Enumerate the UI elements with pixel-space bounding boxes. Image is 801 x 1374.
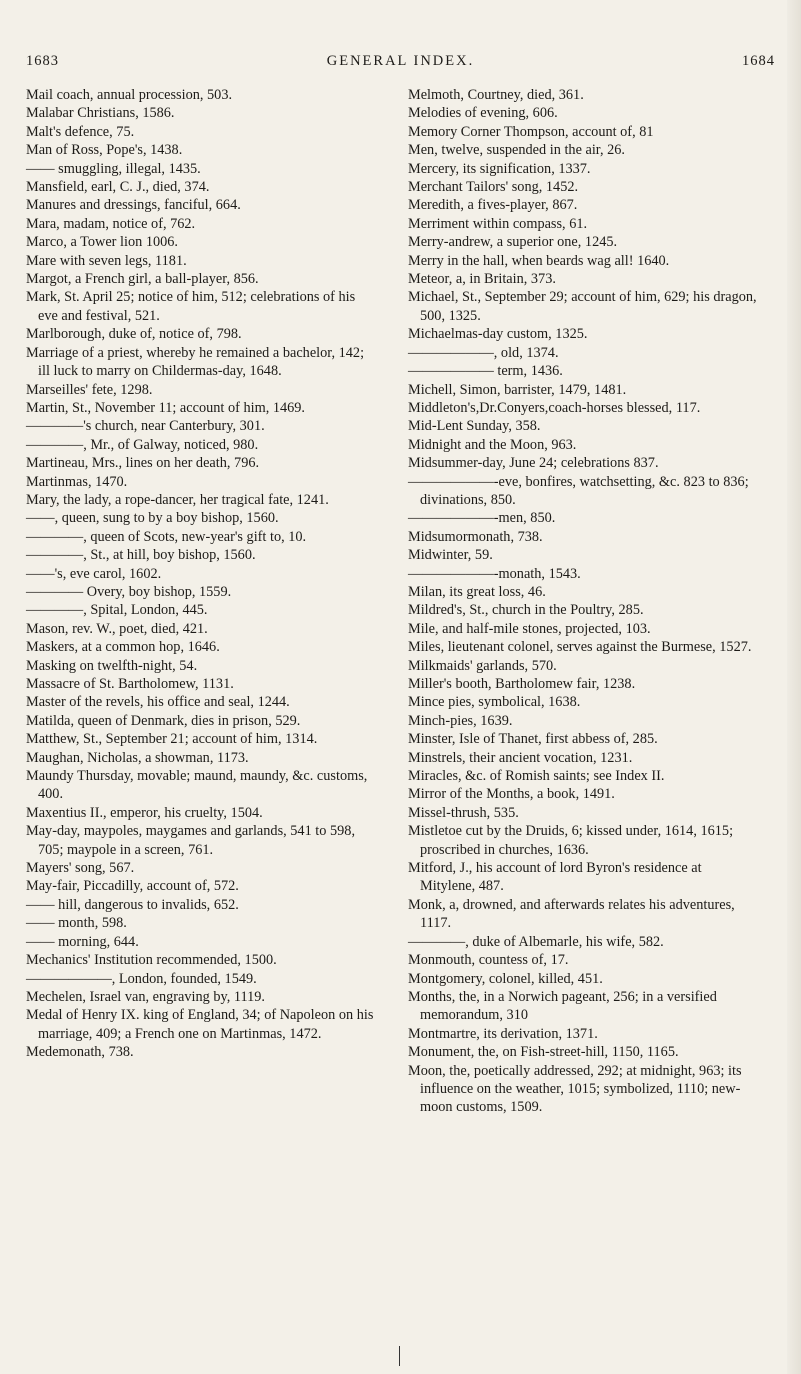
index-entry: —— hill, dangerous to invalids, 652. [26, 896, 239, 913]
index-entry: Mark, St. April 25; notice of him, 512; celebrations of his eve and festival, 521. [26, 289, 356, 324]
index-entry: Marco, a Tower lion 1006. [26, 234, 178, 251]
index-entry: Marriage of a priest, whereby he remained a bachelor, 142; ill luck to marry on Childermas-day, 1648. [26, 344, 365, 380]
index-entry: Marlborough, duke of, notice of, 798. [26, 326, 242, 343]
index-entry: Miles, lieutenant colonel, serves against the Burmese, 1527. [408, 639, 752, 656]
index-entry: ——, queen, sung to by a boy bishop, 1560. [26, 510, 279, 527]
index-entry: Mistletoe cut by the Druids, 6; kissed under, 1614, 1615; proscribed in churches, 1636. [408, 823, 734, 858]
index-entry: Malabar Christians, 1586. [26, 105, 175, 122]
index-entry: Miracles, &c. of Romish saints; see Index II. [408, 768, 665, 785]
index-entry: —— month, 598. [26, 915, 127, 932]
index-entry: Merry-andrew, a superior one, 1245. [408, 234, 618, 251]
index-entry: Mara, madam, notice of, 762. [26, 215, 196, 232]
index-entry: Marseilles' fete, 1298. [26, 381, 153, 398]
index-entry: Midsumormonath, 738. [408, 528, 543, 545]
index-entry: Massacre of St. Bartholomew, 1131. [26, 676, 234, 692]
page-edge [787, 0, 801, 1374]
index-entry: May-fair, Piccadilly, account of, 572. [26, 878, 239, 895]
index-entry: ——————, old, 1374. [408, 344, 559, 361]
index-entry: Mason, rev. W., poet, died, 421. [26, 620, 208, 637]
index-entry: Meredith, a fives-player, 867. [408, 197, 578, 214]
index-entry: Milan, its great loss, 46. [408, 583, 546, 600]
page-number-right: 1684 [742, 53, 775, 69]
index-entry: Maughan, Nicholas, a showman, 1173. [26, 749, 249, 766]
index-entry: Merchant Tailors' song, 1452. [408, 179, 579, 196]
index-entry: Monmouth, countess of, 17. [408, 952, 569, 969]
index-entry: Masking on twelfth-night, 54. [26, 657, 198, 674]
index-entry: ————, duke of Albemarle, his wife, 582. [408, 933, 664, 950]
index-entry: Missel-thrush, 535. [408, 804, 519, 821]
index-entry: Mercery, its signification, 1337. [408, 160, 591, 177]
index-entry: ——————-eve, bonfires, watchsetting, &c. 823 to 836; divinations, 850. [408, 473, 749, 508]
index-entry: Midsummer-day, June 24; celebrations 837. [408, 455, 659, 472]
index-entry: Merry in the hall, when beards wag all! 1640. [408, 252, 670, 269]
index-entry: Medal of Henry IX. king of England, 34; of Napoleon on his marriage, 409; a French one on Martinmas, 1472. [26, 1007, 374, 1042]
index-entry: Midwinter, 59. [408, 547, 493, 564]
index-entry: ——————-monath, 1543. [408, 565, 581, 582]
index-entry: Miller's booth, Bartholomew fair, 1238. [408, 676, 636, 692]
index-entry: Mail coach, annual procession, 503. [26, 87, 233, 103]
index-entry: Moon, the, poetically addressed, 292; at midnight, 963; its influence on the weather, 1015; symbolized, 1110; new-moon customs, 1509. [408, 1062, 742, 1116]
index-entry: Mechanics' Institution recommended, 1500. [26, 952, 277, 969]
index-entry: Margot, a French girl, a ball-player, 856. [26, 271, 259, 288]
index-entry: Maundy Thursday, movable; maund, maundy, &c. customs, 400. [26, 768, 368, 803]
index-entry: Montgomery, colonel, killed, 451. [408, 970, 603, 987]
index-entry: Months, the, in a Norwich pageant, 256; in a versified memorandum, 310 [408, 988, 717, 1024]
index-entry: Maxentius II., emperor, his cruelty, 1504. [26, 804, 263, 821]
index-entry: ———— Overy, boy bishop, 1559. [26, 583, 232, 600]
index-entry: Mansfield, earl, C. J., died, 374. [26, 179, 210, 196]
index-entry: Mayers' song, 567. [26, 860, 135, 877]
index-entry: Manures and dressings, fanciful, 664. [26, 197, 241, 214]
index-entry: Mid-Lent Sunday, 358. [408, 418, 541, 435]
index-entry: Michell, Simon, barrister, 1479, 1481. [408, 381, 627, 398]
index-entry: —— morning, 644. [26, 933, 139, 950]
index-entry: Martin, St., November 11; account of him, 1469. [26, 399, 306, 416]
index-entry: Monk, a, drowned, and afterwards relates his adventures, 1117. [408, 896, 735, 932]
index-entry: Montmartre, its derivation, 1371. [408, 1025, 598, 1042]
page-number-left: 1683 [26, 53, 59, 69]
index-entry: Melmoth, Courtney, died, 361. [408, 87, 584, 103]
index-column-left [26, 86, 378, 1062]
index-entry: Man of Ross, Pope's, 1438. [26, 142, 183, 159]
column-divider [399, 1346, 400, 1366]
index-entry: Milkmaids' garlands, 570. [408, 657, 557, 674]
index-entry: ——'s, eve carol, 1602. [26, 565, 162, 582]
index-entry: Maskers, at a common hop, 1646. [26, 639, 220, 656]
index-entry: Minster, Isle of Thanet, first abbess of, 285. [408, 731, 658, 748]
index-entry: Mince pies, symbolical, 1638. [408, 694, 581, 711]
index-entry: Minch-pies, 1639. [408, 712, 513, 729]
index-entry: Mile, and half-mile stones, projected, 103. [408, 620, 651, 637]
index-entry: Midnight and the Moon, 963. [408, 436, 577, 453]
index-column-right [408, 86, 760, 1117]
index-entry: Merriment within compass, 61. [408, 215, 588, 232]
index-entry: Michael, St., September 29; account of him, 629; his dragon, 500, 1325. [408, 289, 757, 324]
index-entry: Martineau, Mrs., lines on her death, 796. [26, 455, 260, 472]
index-entry: ————'s church, near Canterbury, 301. [26, 418, 265, 435]
index-entry: Mary, the lady, a rope-dancer, her tragical fate, 1241. [26, 491, 329, 508]
index-entry: Minstrels, their ancient vocation, 1231. [408, 749, 633, 766]
index-entry: Mildred's, St., church in the Poultry, 285. [408, 602, 644, 619]
index-entry: ——————-men, 850. [408, 510, 556, 527]
index-entry: ————, Mr., of Galway, noticed, 980. [26, 436, 259, 453]
index-entry: Malt's defence, 75. [26, 123, 135, 140]
index-entry: Melodies of evening, 606. [408, 105, 558, 122]
index-entry: Men, twelve, suspended in the air, 26. [408, 142, 626, 159]
index-entry: Memory Corner Thompson, account of, 81 [408, 123, 654, 140]
index-entry: May-day, maypoles, maygames and garlands, 541 to 598, 705; maypole in a screen, 761. [26, 823, 356, 858]
page-title: GENERAL INDEX. [326, 53, 475, 69]
running-header [26, 53, 775, 75]
index-entry: Mitford, J., his account of lord Byron's residence at Mitylene, 487. [408, 860, 702, 895]
index-entry: Monument, the, on Fish-street-hill, 1150, 1165. [408, 1044, 679, 1061]
index-entry: Martinmas, 1470. [26, 473, 128, 490]
index-entry: ————, Spital, London, 445. [26, 602, 208, 619]
index-entry: ————, St., at hill, boy bishop, 1560. [26, 547, 256, 564]
index-entry: Matilda, queen of Denmark, dies in prison, 529. [26, 712, 301, 729]
index-entry: —— smuggling, illegal, 1435. [26, 160, 201, 177]
index-entry: Master of the revels, his office and seal, 1244. [26, 694, 290, 711]
index-entry: Mirror of the Months, a book, 1491. [408, 786, 615, 803]
index-entry: —————— term, 1436. [408, 363, 563, 380]
index-entry: Mare with seven legs, 1181. [26, 252, 187, 269]
index-entry: ————, queen of Scots, new-year's gift to, 10. [26, 528, 307, 545]
index-entry: Mechelen, Israel van, engraving by, 1119. [26, 988, 265, 1005]
index-entry: Medemonath, 738. [26, 1044, 134, 1061]
index-entry: Matthew, St., September 21; account of him, 1314. [26, 731, 318, 748]
index-entry: ——————, London, founded, 1549. [26, 970, 257, 987]
index-entry: Michaelmas-day custom, 1325. [408, 326, 588, 343]
index-entry: Meteor, a, in Britain, 373. [408, 271, 556, 288]
index-entry: Middleton's,Dr.Conyers,coach-horses blessed, 117. [408, 399, 701, 416]
